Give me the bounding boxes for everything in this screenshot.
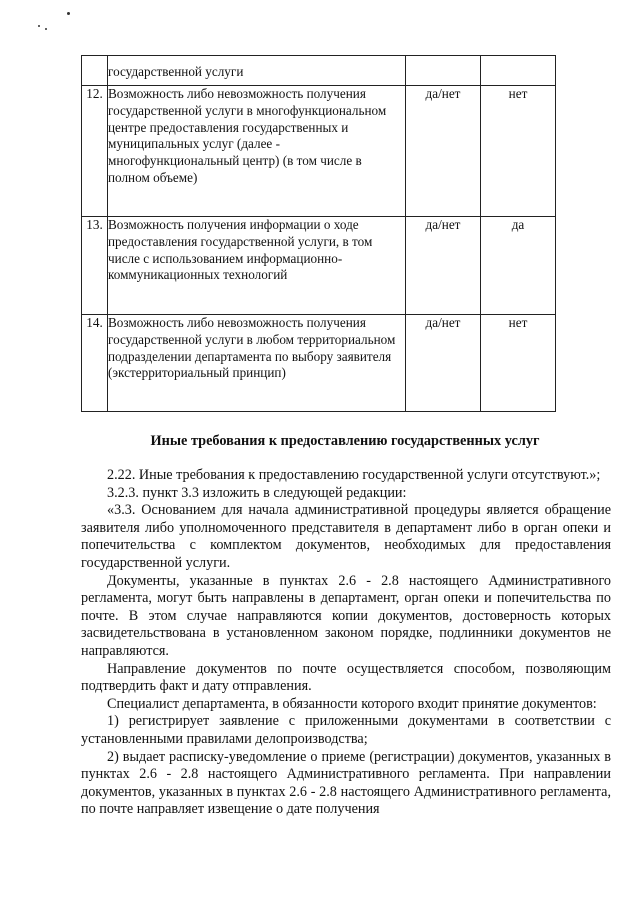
row-value: нет xyxy=(481,315,556,412)
paragraph: Специалист департамента, в обязанности которого входит принятие документов: xyxy=(107,695,597,712)
row-value: нет xyxy=(481,86,556,217)
row-unit: да/нет xyxy=(406,217,481,315)
paragraph: 1) регистрирует заявление с приложенными документами в соответствии с установленными правилами делопроизводства; xyxy=(81,713,611,747)
paragraph: Направление документов по почте осуществляется способом, позволяющим подтвердить факт и дату отправления. xyxy=(81,660,611,695)
paragraph: 2.22. Иные требования к предоставлению государственной услуги отсутствуют.»; xyxy=(107,467,601,483)
row-number xyxy=(82,56,108,86)
services-table xyxy=(81,55,556,412)
row-number: 12. xyxy=(82,86,108,217)
paragraph: «3.3. Основанием для начала административной процедуры является обращение заявителя либо уполномоченного представителя в департамент либо в орган опеки и попечительства с комплектом документов, необходимых для предоставления государственной услуги. xyxy=(81,502,611,571)
paragraph: 3.2.3. пункт 3.3 изложить в следующей редакции: xyxy=(107,484,407,501)
table-row xyxy=(82,217,556,315)
scan-speck xyxy=(38,25,40,27)
row-number: 13. xyxy=(82,217,108,315)
row-description: Возможность получения информации о ходе предоставления государственной услуги, в том числе с использованием информационно-коммуникационных технологий xyxy=(108,217,406,315)
row-unit: да/нет xyxy=(406,315,481,412)
row-value xyxy=(481,56,556,86)
row-unit xyxy=(406,56,481,86)
row-description: государственной услуги xyxy=(108,56,406,86)
row-description: Возможность либо невозможность получения государственной услуги в любом территориальном подразделении департамента по выбору заявителя (экстерриториальный принцип) xyxy=(108,315,406,412)
table-row xyxy=(82,56,556,86)
scan-speck xyxy=(45,28,47,30)
table-row xyxy=(82,315,556,412)
table-row xyxy=(82,86,556,217)
scan-speck xyxy=(67,12,70,15)
row-unit: да/нет xyxy=(406,86,481,217)
document-body xyxy=(81,467,611,819)
row-description: Возможность либо невозможность получения государственной услуги в многофункциональном центре предоставления государственных и муниципальных услуг (далее - многофункциональный центр) (в том числе в полном объеме) xyxy=(108,86,406,217)
paragraph: Документы, указанные в пунктах 2.6 - 2.8 настоящего Административного регламента, могут быть направлены в департамент, орган опеки и попечительства по почте. В этом случае направляются копии документов, достоверность которых засвидетельствована в установленном законом порядке, подлинники документов не направляются. xyxy=(81,572,611,659)
paragraph: 2) выдает расписку-уведомление о приеме (регистрации) документов, указанных в пунктах 2.6 - 2.8 настоящего Административного регламента. При направлении документов, указанных в пунктах 2.6 - 2.8 настоящего Административного регламента, по почте направляет извещение о дате получения xyxy=(81,748,611,818)
row-number: 14. xyxy=(82,315,108,412)
row-value: да xyxy=(481,217,556,315)
section-heading: Иные требования к предоставлению государственных услуг xyxy=(150,433,540,449)
